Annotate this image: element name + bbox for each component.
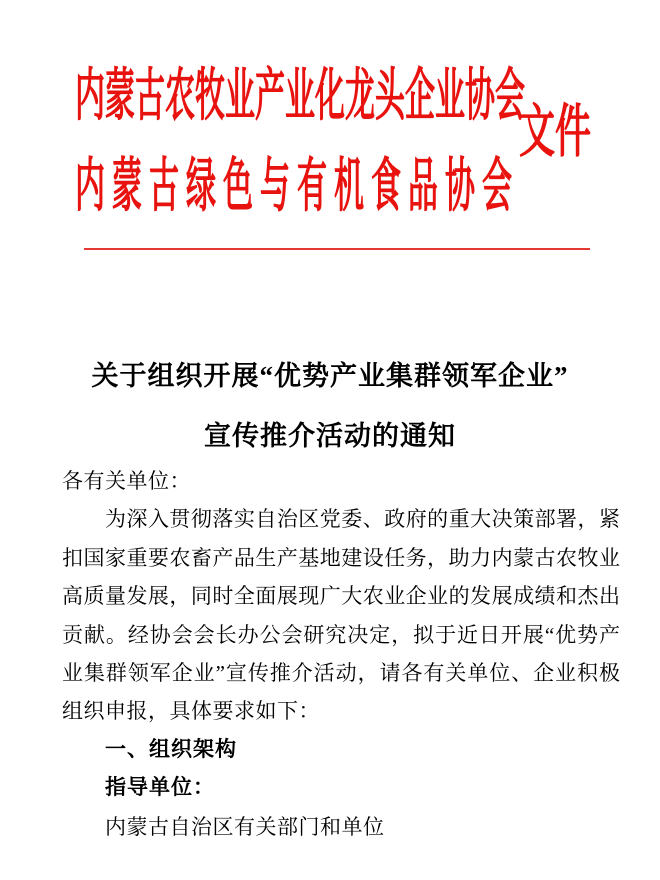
detail-line: 内蒙古自治区有关部门和单位 [105, 814, 385, 839]
letterhead-org-line2: 内蒙古绿色与有机食品协会 [75, 154, 519, 219]
notice-title [0, 346, 660, 466]
subheading: 指导单位： [105, 776, 215, 800]
letterhead-org-line1: 内蒙古农牧业产业化龙头企业协会 [75, 65, 525, 128]
section-heading: 一、组织架构 [105, 737, 237, 761]
letterhead-doc-label: 文件 [519, 99, 592, 164]
notice-body [62, 462, 620, 846]
body-line: 组织申报，具体要求如下： [62, 699, 320, 724]
body-line: 业集群领军企业”宣传推介活动，请各有关单位、企业积极 [62, 660, 620, 685]
body-line: 高质量发展，同时全面展现广大农业企业的发展成绩和杰出 [62, 584, 620, 609]
body-line: 为深入贯彻落实自治区党委、政府的重大决策部署，紧 [105, 507, 620, 532]
letterhead-divider-rule [84, 248, 590, 250]
notice-title-line1: 关于组织开展“优势产业集群领军企业” [91, 361, 569, 391]
salutation: 各有关单位： [62, 469, 191, 493]
body-line: 扣国家重要农畜产品生产基地建设任务，助力内蒙古农牧业 [62, 545, 620, 570]
body-line: 贡献。经协会会长办公会研究决定，拟于近日开展“优势产 [62, 622, 620, 647]
notice-title-line2: 宣传推介活动的通知 [204, 421, 456, 451]
